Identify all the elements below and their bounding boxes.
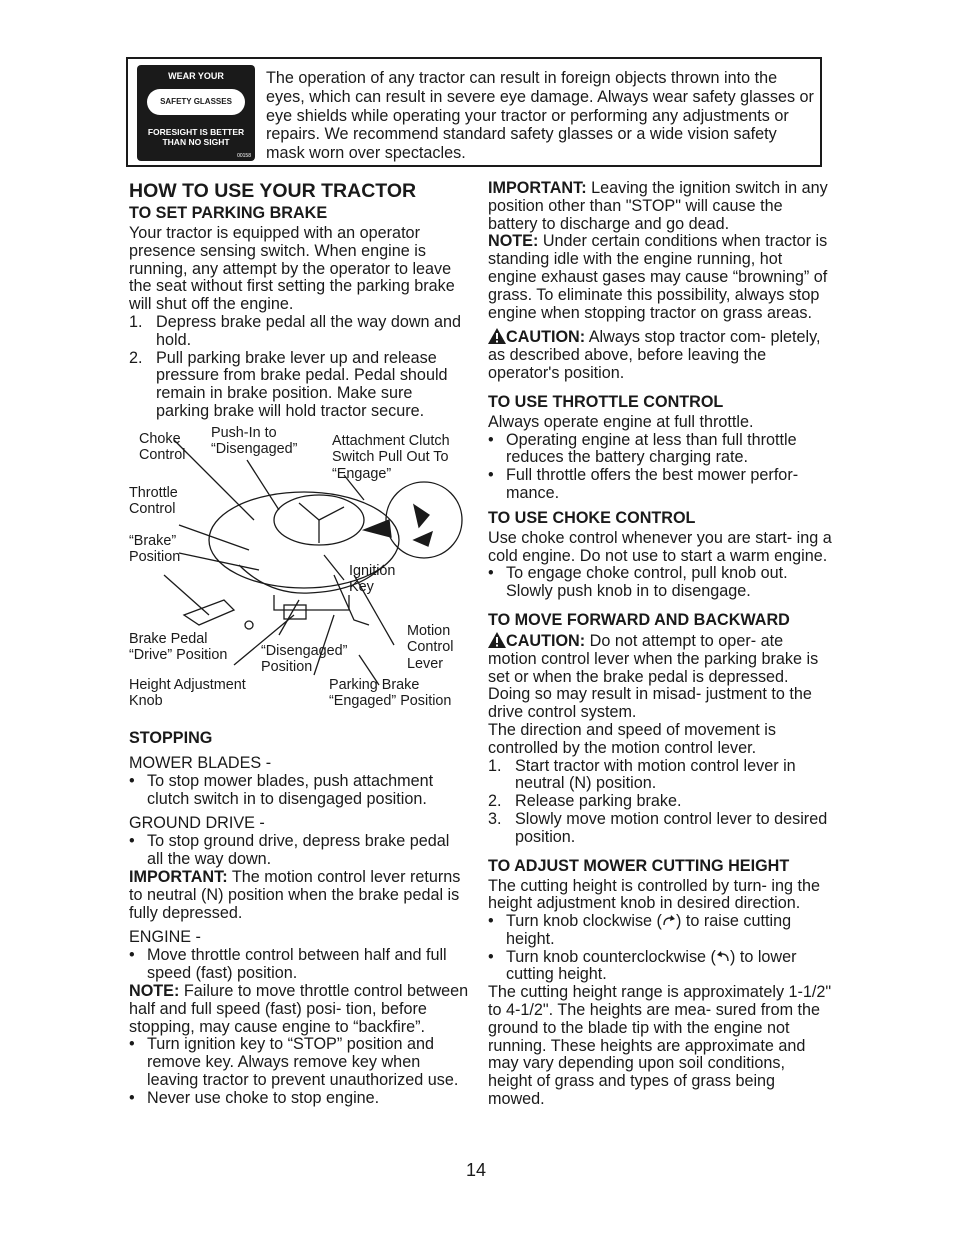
label-ignition-key: Ignition Key (349, 562, 396, 596)
caution-triangle-icon (488, 328, 506, 344)
engine-heading: ENGINE - (129, 928, 201, 947)
label-disengaged-position: “Disengaged” Position (261, 642, 348, 676)
choke-heading: TO USE CHOKE CONTROL (488, 508, 696, 527)
note: NOTE: Failure to move throttle control between half and full speed (fast) posi- tion, before stopping, may cause engine to “backfire”. (129, 981, 469, 1036)
parking-brake-intro: Your tractor is equipped with an operator presence sensing switch. When engine is running, any attempt by the operator to leave the seat without first setting the parking brake will shut off the engine. (129, 224, 455, 314)
cutting-height-heading: TO ADJUST MOWER CUTTING HEIGHT (488, 856, 790, 875)
safety-glasses-logo: WEAR YOUR SAFETY GLASSES FORESIGHT IS BETTER THAN NO SIGHT 00158 (137, 65, 255, 161)
label-brake-position: “Brake” Position (129, 532, 181, 566)
label-height-adjustment: Height Adjustment Knob (129, 676, 246, 710)
label-throttle-control: Throttle Control (129, 484, 178, 518)
left-column (129, 180, 469, 1108)
label-parking-brake: Parking Brake “Engaged” Position (329, 676, 452, 710)
list-item: • Turn ignition key to “STOP” position and remove key. Always remove key when leaving tractor to prevent unauthorized use. (129, 1035, 459, 1089)
parking-step: 1. Depress brake pedal all the way down and hold. (129, 312, 462, 349)
list-item: • To engage choke control, pull knob out. Slowly push knob in to disengage. (488, 564, 788, 601)
section-title: HOW TO USE YOUR TRACTOR (129, 180, 417, 202)
important-note: IMPORTANT: The motion control lever returns to neutral (N) position when the brake pedal is fully depressed. (129, 867, 461, 922)
brake-pedal-shape (184, 600, 234, 625)
move-step: 2. Release parking brake. (488, 792, 682, 811)
right-column: IMPORTANT: Leaving the ignition switch in any position other than "STOP" will cause the battery to discharge and go dead. NOTE: Under certain conditions when tractor is standing idle with the engine running, hot engine exhaust gases may cause “browning” of grass. To eliminate this possibility, always stop engine when stopping tractor on grass areas. CAUTION: Always stop tractor com- pletely, as described above, before leaving the operator's position. TO USE THROTTLE CONTROL Always operate engine at full throttle. • Operating engine at less than full throttle reduces the battery charging rate. • Full throttle offers the best mower perfor- mance. TO USE CHOKE CONTROL Use choke control whenever you are start- ing a cold engine. Do not use to start a warm engine. • To engage choke control, pull knob out. Slowly push knob in to disengage. TO MOVE FORWARD AND BACKWARD CAUTION: Do not attempt to oper- ate motion control lever when the parking brake is set or when the brake pedal is depressed. Doing so may result in misad- justment to the drive control system. The direction and speed of movement is controlled by the motion control lever. 1. Start tractor with motion control lever in neutral (N) position. 2. Release parking brake. 3. Slowly move motion control lever to desired position. TO ADJUST MOWER CUTTING HEIGHT The cutting height is controlled by turn- ing the height adjustment knob in desired direction. • Turn knob clockwise ( ) to raise cutting height. • Turn knob counterclockwise ( ) to lower cutting height. The cutting height range is approximately 1-1/2" to 4-1/2". The heights are mea- sured from the ground to the blade tip with the engine not running. These heights are approximate and may vary depending upon soil conditions, height of grass and types of grass being mowed. (488, 179, 832, 1109)
caution-notice: CAUTION: Do not attempt to oper- ate motion control lever when the parking brake is set or when the brake pedal is depressed. Doing so may result in misad- justment to the drive control system. (488, 631, 819, 722)
important-note: IMPORTANT: Leaving the ignition switch in any position other than "STOP" will cause the battery to discharge and go dead. (488, 179, 828, 233)
move-step: 1. Start tractor with motion control lever in neutral (N) position. (488, 756, 796, 793)
list-item: • Full throttle offers the best mower perfor- mance. (488, 466, 799, 502)
list-item: • To stop mower blades, push attachment clutch switch in to disengaged position. (129, 771, 434, 808)
parking-step: 2. Pull parking brake lever up and release pressure from brake pedal. Pedal should remain in brake position. Make sure parking brake will hold tractor secure. (129, 348, 448, 420)
mower-blades-heading: MOWER BLADES - (129, 753, 272, 772)
move-heading: TO MOVE FORWARD AND BACKWARD (488, 610, 790, 629)
label-attachment-clutch: Attachment Clutch Switch Pull Out To “Engage” (332, 432, 450, 482)
label-push-in: Push-In to “Disengaged” (211, 424, 298, 458)
list-item: • Never use choke to stop engine. (129, 1088, 380, 1107)
caution-notice: CAUTION: Always stop tractor com- pletely, as described above, before leaving the operator's position. (488, 328, 821, 382)
label-brake-pedal: Brake Pedal “Drive” Position (129, 630, 228, 664)
move-step: 3. Slowly move motion control lever to desired position. (488, 809, 828, 846)
list-item: • To stop ground drive, depress brake pedal all the way down. (129, 832, 450, 869)
label-choke-control: Choke Control (139, 430, 186, 464)
list-item: • Turn knob clockwise ( ) to raise cutting height. (488, 912, 792, 948)
throttle-heading: TO USE THROTTLE CONTROL (488, 392, 724, 411)
note: NOTE: Under certain conditions when tractor is standing idle with the engine running, hot engine exhaust gases may cause “browning” of grass. To eliminate this possibility, always stop engine when stopping tractor on grass areas. (488, 232, 828, 322)
page-number: 14 (466, 1160, 487, 1180)
caution-triangle-icon (488, 632, 506, 648)
safety-glasses-warning-box (126, 57, 822, 167)
tractor-controls-diagram (129, 425, 469, 725)
ground-drive-heading: GROUND DRIVE - (129, 814, 265, 833)
list-item: • Turn knob counterclockwise ( ) to lower cutting height. (488, 947, 797, 984)
list-item: • Operating engine at less than full throttle reduces the battery charging rate. (488, 430, 797, 467)
warning-text: The operation of any tractor can result in foreign objects thrown into the eyes, which can result in severe eye damage. Always wear safety glasses or eye shields while operating your tractor or performing any adjustments or repairs. We recommend standard safety glasses or a wide vision safety mask worn over spectacles. (266, 69, 814, 163)
clockwise-arrow-icon (662, 915, 676, 927)
counterclockwise-arrow-icon (716, 951, 730, 963)
stopping-heading: STOPPING (129, 728, 213, 747)
list-item: • Move throttle control between half and full speed (fast) position. (129, 946, 447, 983)
parking-brake-heading: TO SET PARKING BRAKE (129, 204, 328, 222)
label-motion-control-lever: Motion Control Lever (407, 622, 454, 672)
